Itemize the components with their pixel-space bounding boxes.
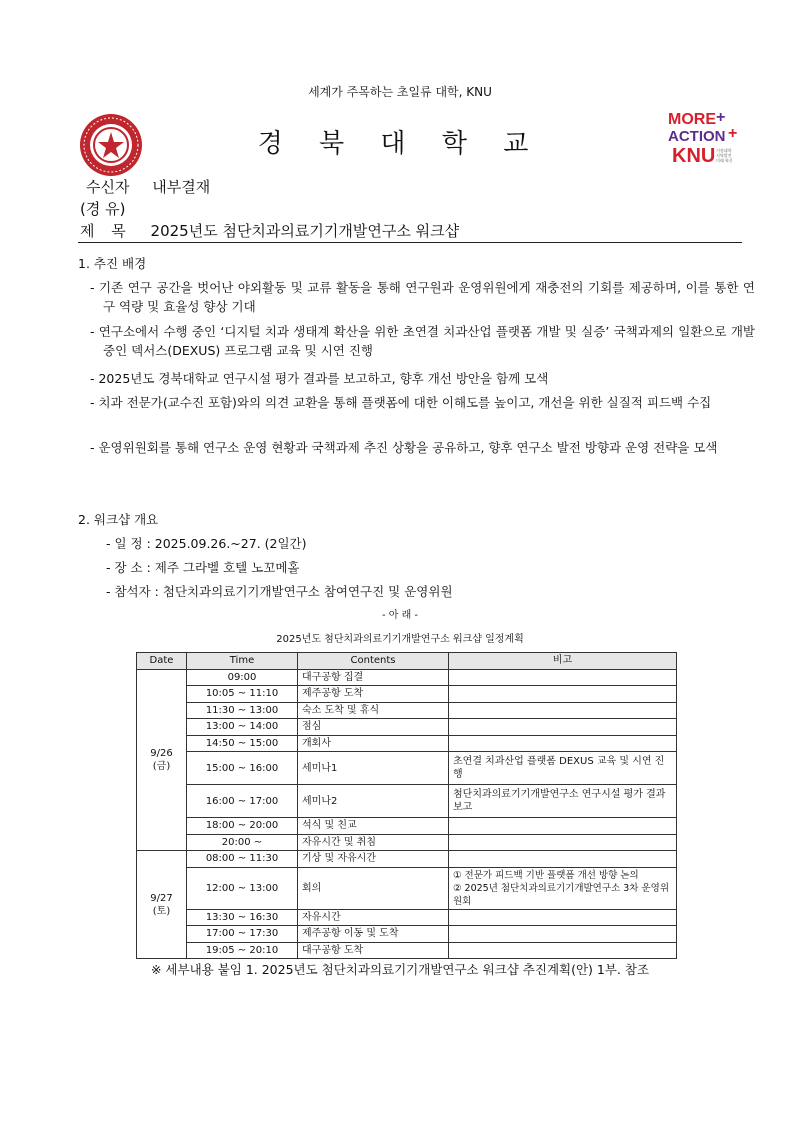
- table-row: [137, 735, 677, 752]
- time-cell: 10:05 ~ 11:10: [187, 686, 298, 703]
- contents-cell: 석식 및 친교: [298, 818, 449, 835]
- time-cell: 11:30 ~ 13:00: [187, 702, 298, 719]
- remarks-cell: [449, 818, 677, 835]
- recipient-label: 수신자: [86, 178, 130, 196]
- more-action-knu-logo: [666, 108, 744, 166]
- day2-date-cell: [137, 851, 187, 959]
- time-cell: 15:00 ~ 16:00: [187, 752, 298, 785]
- remarks-cell: [449, 669, 677, 686]
- table-row: [137, 785, 677, 818]
- time-cell: 08:00 ~ 11:30: [187, 851, 298, 868]
- section2-title: 2. 워크샵 개요: [78, 512, 159, 527]
- section1-bullet: - 2025년도 경북대학교 연구시설 평가 결과를 보고하고, 향후 개선 방안을 함께 모색: [90, 371, 549, 386]
- day1-date-cell: [137, 669, 187, 851]
- contents-cell: 기상 및 자유시간: [298, 851, 449, 868]
- table-row: [137, 752, 677, 785]
- schedule-date-item: - 일 정 : 2025.09.26.~27. (2일간): [106, 536, 307, 551]
- time-cell: 14:50 ~ 15:00: [187, 735, 298, 752]
- time-cell: 18:00 ~ 20:00: [187, 818, 298, 835]
- svg-text:ACTION: ACTION: [668, 128, 726, 145]
- table-row: [137, 686, 677, 703]
- table-row: [137, 942, 677, 959]
- day1-date: 9/26: [150, 747, 173, 759]
- remarks-cell: 초연결 치과산업 플랫폼 DEXUS 교육 및 시연 진행: [449, 752, 677, 785]
- contents-cell: 대구공항 도착: [298, 942, 449, 959]
- table-title: 2025년도 첨단치과의료기기개발연구소 워크샵 일정계획: [276, 634, 524, 645]
- svg-text:KNU: KNU: [672, 145, 716, 166]
- table-row: [137, 926, 677, 943]
- below-marker: - 아 래 -: [381, 610, 419, 621]
- svg-text:+: +: [716, 109, 726, 126]
- attendees-item: - 참석자 : 첨단치과의료기기개발연구소 참여연구진 및 운영위원: [106, 584, 453, 599]
- section1-bullet: - 치과 전문가(교수진 포함)와의 의견 교환을 통해 플랫폼에 대한 이해도를 높이고, 개선을 위한 실질적 피드백 수집: [90, 395, 712, 410]
- remarks-cell: [449, 942, 677, 959]
- table-row: [137, 834, 677, 851]
- table-row: [137, 669, 677, 686]
- table-row: [137, 867, 677, 909]
- header-time: Time: [187, 653, 298, 670]
- header-remarks: 비고: [449, 653, 677, 670]
- remarks-cell: 첨단치과의료기기개발연구소 연구시설 평가 결과 보고: [449, 785, 677, 818]
- footnote: ※ 세부내용 붙임 1. 2025년도 첨단치과의료기기개발연구소 워크샵 추진계획(안) 1부. 참조: [150, 962, 650, 977]
- svg-text:지역발전: 지역발전: [716, 153, 732, 158]
- svg-text:MORE: MORE: [668, 111, 716, 128]
- venue-item: - 장 소 : 제주 그라벨 호텔 노꼬메홀: [106, 560, 300, 575]
- contents-cell: 자유시간 및 취침: [298, 834, 449, 851]
- remarks-cell: [449, 735, 677, 752]
- header-divider: [78, 242, 742, 243]
- time-cell: 13:00 ~ 14:00: [187, 719, 298, 736]
- time-cell: 09:00: [187, 669, 298, 686]
- table-row: [137, 702, 677, 719]
- time-cell: 13:30 ~ 16:30: [187, 909, 298, 926]
- day2-weekday: (토): [152, 905, 171, 917]
- section1-bullet: - 운영위원회를 통해 연구소 운영 현황과 국책과제 추진 상황을 공유하고, 향후 연구소 발전 방향과 운영 전략을 모색: [90, 440, 718, 455]
- contents-cell: 제주공항 이동 및 도착: [298, 926, 449, 943]
- section1-bullet: - 기존 연구 공간을 벗어난 야외활동 및 교류 활동을 통해 연구원과 운영위원에게 재충전의 기회를 제공하며, 이를 통한 연구 역량 및 효율성 향상 기대: [90, 280, 755, 314]
- recipient-line: [86, 176, 210, 197]
- contents-cell: 대구공항 집결: [298, 669, 449, 686]
- contents-cell: 숙소 도착 및 휴식: [298, 702, 449, 719]
- subject-value: 2025년도 첨단치과의료기기개발연구소 워크샵: [150, 222, 460, 240]
- header-contents: Contents: [298, 653, 449, 670]
- remarks-cell: [449, 926, 677, 943]
- header-date: Date: [137, 653, 187, 670]
- remarks-cell: [449, 851, 677, 868]
- table-row: [137, 818, 677, 835]
- time-cell: 12:00 ~ 13:00: [187, 867, 298, 909]
- time-cell: 17:00 ~ 17:30: [187, 926, 298, 943]
- contents-cell: 자유시간: [298, 909, 449, 926]
- contents-cell: 회의: [298, 867, 449, 909]
- subject-line: [80, 220, 459, 241]
- remarks-cell: [449, 702, 677, 719]
- section1-bullet: - 연구소에서 수행 중인 ‘디지털 치과 생태계 확산을 위한 초연결 치과산업 플랫폼 개발 및 실증’ 국책과제의 일환으로 개발 중인 덱서스(DEXUS) 프로그램 교육 및 시연 진행: [90, 324, 755, 358]
- contents-cell: 개회사: [298, 735, 449, 752]
- svg-text:미래 혁신: 미래 혁신: [716, 158, 733, 163]
- table-header-row: [137, 653, 677, 670]
- remarks-cell: ① 전문가 피드백 기반 플랫폼 개선 방향 논의 ② 2025년 첨단치과의료기기개발연구소 3차 운영위원회: [449, 867, 677, 909]
- university-name: 경 북 대 학 교: [257, 129, 543, 159]
- contents-cell: 점심: [298, 719, 449, 736]
- recipient-value: 내부결재: [152, 178, 211, 196]
- remarks-cell: [449, 834, 677, 851]
- svg-text:+: +: [728, 125, 738, 142]
- subject-label: 제 목: [80, 222, 132, 240]
- table-row: [137, 909, 677, 926]
- via-label: (경 유): [80, 200, 126, 218]
- day2-date: 9/27: [150, 892, 173, 904]
- contents-cell: 세미나1: [298, 752, 449, 785]
- remarks-cell: [449, 909, 677, 926]
- slogan: 세계가 주목하는 초일류 대학, KNU: [308, 85, 492, 99]
- remarks-cell: [449, 686, 677, 703]
- svg-text:거점대학: 거점대학: [716, 148, 732, 153]
- schedule-table: [136, 652, 677, 959]
- section1-title: 1. 추진 배경: [78, 256, 147, 271]
- time-cell: 20:00 ~: [187, 834, 298, 851]
- day1-weekday: (금): [152, 760, 171, 772]
- time-cell: 19:05 ~ 20:10: [187, 942, 298, 959]
- table-row: [137, 851, 677, 868]
- contents-cell: 세미나2: [298, 785, 449, 818]
- table-row: [137, 719, 677, 736]
- time-cell: 16:00 ~ 17:00: [187, 785, 298, 818]
- remarks-cell: [449, 719, 677, 736]
- contents-cell: 제주공항 도착: [298, 686, 449, 703]
